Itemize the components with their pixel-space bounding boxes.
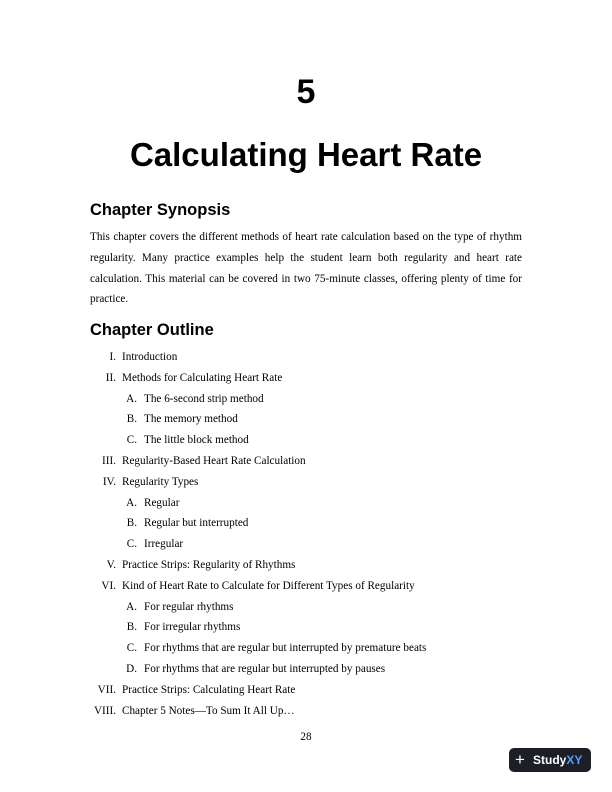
outline-item-text: Regular but interrupted [144, 517, 249, 530]
outline-item [0, 409, 612, 430]
brand-accent: XY [566, 753, 583, 767]
outline-item [0, 701, 612, 722]
outline-item-marker: A. [126, 600, 137, 613]
outline-item-text: For rhythms that are regular but interrupted by pauses [144, 662, 386, 675]
outline-item-text: Regular [144, 496, 180, 509]
outline-item [0, 555, 612, 576]
brand-name [533, 748, 582, 772]
outline-item [0, 576, 612, 597]
outline-item-text: For regular rhythms [144, 600, 234, 613]
outline-item-marker: I. [109, 351, 116, 363]
outline-item-marker: C. [126, 434, 137, 447]
chapter-number: 5 [296, 73, 316, 111]
brand-main: Study [533, 753, 567, 767]
outline-item-marker: C. [126, 642, 137, 655]
outline-item-text: Regularity-Based Heart Rate Calculation [122, 454, 306, 467]
outline-item-marker: VI. [101, 579, 116, 592]
outline-item-marker: B. [126, 413, 137, 426]
outline-item-text: Practice Strips: Regularity of Rhythms [122, 558, 296, 571]
studyxy-badge[interactable] [509, 748, 591, 772]
synopsis-heading: Chapter Synopsis [90, 201, 231, 219]
outline-item-text: For rhythms that are regular but interrupted by premature beats [144, 642, 427, 655]
outline-item [0, 430, 612, 451]
outline-item-marker: A. [126, 496, 137, 509]
outline-item-text: Introduction [122, 351, 178, 363]
outline-item-marker: B. [126, 517, 137, 530]
outline-item-marker: VII. [97, 683, 116, 696]
outline-item [0, 513, 612, 534]
outline-item-marker: II. [105, 371, 116, 384]
outline-item-marker: D. [126, 662, 137, 675]
plus-icon: + [515, 750, 525, 769]
outline-item-marker: IV. [102, 475, 116, 488]
outline-item [0, 680, 612, 701]
outline-item-text: Kind of Heart Rate to Calculate for Different Types of Regularity [122, 579, 415, 592]
outline-item [0, 659, 612, 680]
outline-item-text: Methods for Calculating Heart Rate [122, 371, 283, 384]
outline-item-marker: VIII. [93, 704, 116, 717]
synopsis-paragraph: This chapter covers the different methods of heart rate calculation based on the type of rhythm regularity. Many practice examples help the student learn both regularity and heart rate calculation. This material can be covered in two 75-minute classes, offering plenty of time for practice. [90, 231, 522, 306]
outline-item-text: For irregular rhythms [144, 621, 241, 634]
outline-item-marker: A. [126, 392, 137, 405]
outline-heading: Chapter Outline [90, 321, 214, 339]
outline-item [0, 597, 612, 618]
chapter-title: Calculating Heart Rate [129, 136, 483, 173]
outline-item [0, 638, 612, 659]
outline-item-text: Regularity Types [122, 475, 199, 488]
outline-item [0, 534, 612, 555]
outline-item-marker: B. [126, 621, 137, 634]
outline-item-text: The memory method [144, 413, 238, 426]
outline-item-text: Irregular [144, 538, 184, 551]
outline-item [0, 368, 612, 389]
outline-item [0, 451, 612, 472]
outline-item [0, 389, 612, 410]
outline-item-marker: III. [102, 454, 116, 467]
outline-item [0, 472, 612, 493]
outline-item-text: The 6-second strip method [144, 392, 264, 405]
outline-item [0, 617, 612, 638]
outline-item-marker: V. [106, 558, 116, 571]
outline-item [0, 493, 612, 514]
outline-item-text: Chapter 5 Notes—To Sum It All Up… [122, 704, 295, 717]
outline-item-text: The little block method [144, 434, 249, 447]
page-number: 28 [300, 731, 312, 743]
outline-item-text: Practice Strips: Calculating Heart Rate [122, 683, 296, 696]
outline-item [0, 347, 612, 368]
chapter-outline-list [0, 347, 612, 721]
outline-item-marker: C. [126, 538, 137, 551]
